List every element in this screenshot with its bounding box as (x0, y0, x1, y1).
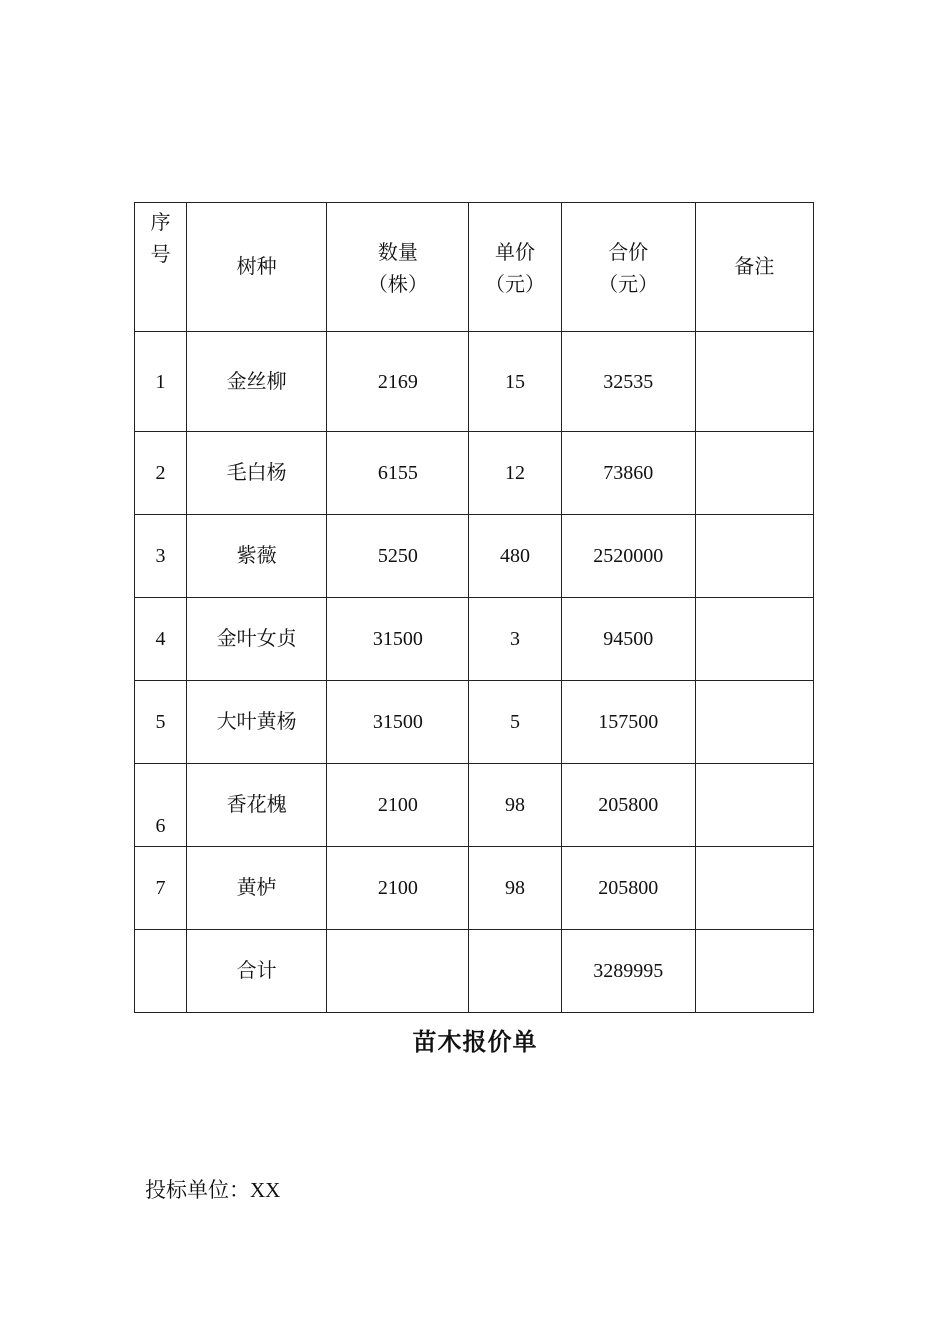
row-quantity: 31500 (327, 598, 469, 681)
row-note (695, 432, 813, 515)
row-total: 73860 (561, 432, 695, 515)
row-note (695, 598, 813, 681)
summary-quantity (327, 930, 469, 1013)
header-unit-price: 单价 （元） (469, 203, 561, 332)
row-quantity: 2100 (327, 764, 469, 847)
row-note (695, 681, 813, 764)
row-index: 4 (135, 598, 187, 681)
row-unit-price: 480 (469, 515, 561, 598)
row-species: 紫薇 (187, 515, 327, 598)
row-species: 毛白杨 (187, 432, 327, 515)
row-species: 香花槐 (187, 764, 327, 847)
summary-note (695, 930, 813, 1013)
row-species: 金丝柳 (187, 332, 327, 432)
row-unit-price: 12 (469, 432, 561, 515)
row-index: 6 (135, 764, 187, 847)
row-note (695, 847, 813, 930)
row-total: 157500 (561, 681, 695, 764)
table-row (135, 681, 814, 764)
summary-label: 合计 (187, 930, 327, 1013)
header-species: 树种 (187, 203, 327, 332)
table-row (135, 432, 814, 515)
table-row (135, 764, 814, 847)
row-total: 205800 (561, 764, 695, 847)
row-total: 205800 (561, 847, 695, 930)
row-unit-price: 15 (469, 332, 561, 432)
row-note (695, 332, 813, 432)
row-note (695, 515, 813, 598)
row-unit-price: 98 (469, 847, 561, 930)
row-species: 黄栌 (187, 847, 327, 930)
row-index: 3 (135, 515, 187, 598)
summary-total: 3289995 (561, 930, 695, 1013)
header-quantity: 数量 （株） (327, 203, 469, 332)
table-row (135, 515, 814, 598)
header-index: 序 号 (135, 203, 187, 332)
table-row (135, 598, 814, 681)
quote-table (134, 202, 814, 1013)
row-quantity: 2100 (327, 847, 469, 930)
document-title: 苗木报价单 (412, 1030, 538, 1056)
row-total: 2520000 (561, 515, 695, 598)
row-quantity: 6155 (327, 432, 469, 515)
row-unit-price: 5 (469, 681, 561, 764)
table-row (135, 847, 814, 930)
header-total: 合价 （元） (561, 203, 695, 332)
row-unit-price: 3 (469, 598, 561, 681)
header-note: 备注 (695, 203, 813, 332)
row-index: 2 (135, 432, 187, 515)
row-index: 1 (135, 332, 187, 432)
row-quantity: 5250 (327, 515, 469, 598)
row-species: 金叶女贞 (187, 598, 327, 681)
row-species: 大叶黄杨 (187, 681, 327, 764)
row-total: 32535 (561, 332, 695, 432)
row-total: 94500 (561, 598, 695, 681)
table-header-row (135, 203, 814, 332)
row-unit-price: 98 (469, 764, 561, 847)
row-index: 7 (135, 847, 187, 930)
row-note (695, 764, 813, 847)
row-quantity: 31500 (327, 681, 469, 764)
row-quantity: 2169 (327, 332, 469, 432)
summary-index (135, 930, 187, 1013)
table-summary-row (135, 930, 814, 1013)
summary-unit-price (469, 930, 561, 1013)
table-row (135, 332, 814, 432)
bidder-line: 投标单位：XX (145, 1178, 281, 1202)
row-index: 5 (135, 681, 187, 764)
